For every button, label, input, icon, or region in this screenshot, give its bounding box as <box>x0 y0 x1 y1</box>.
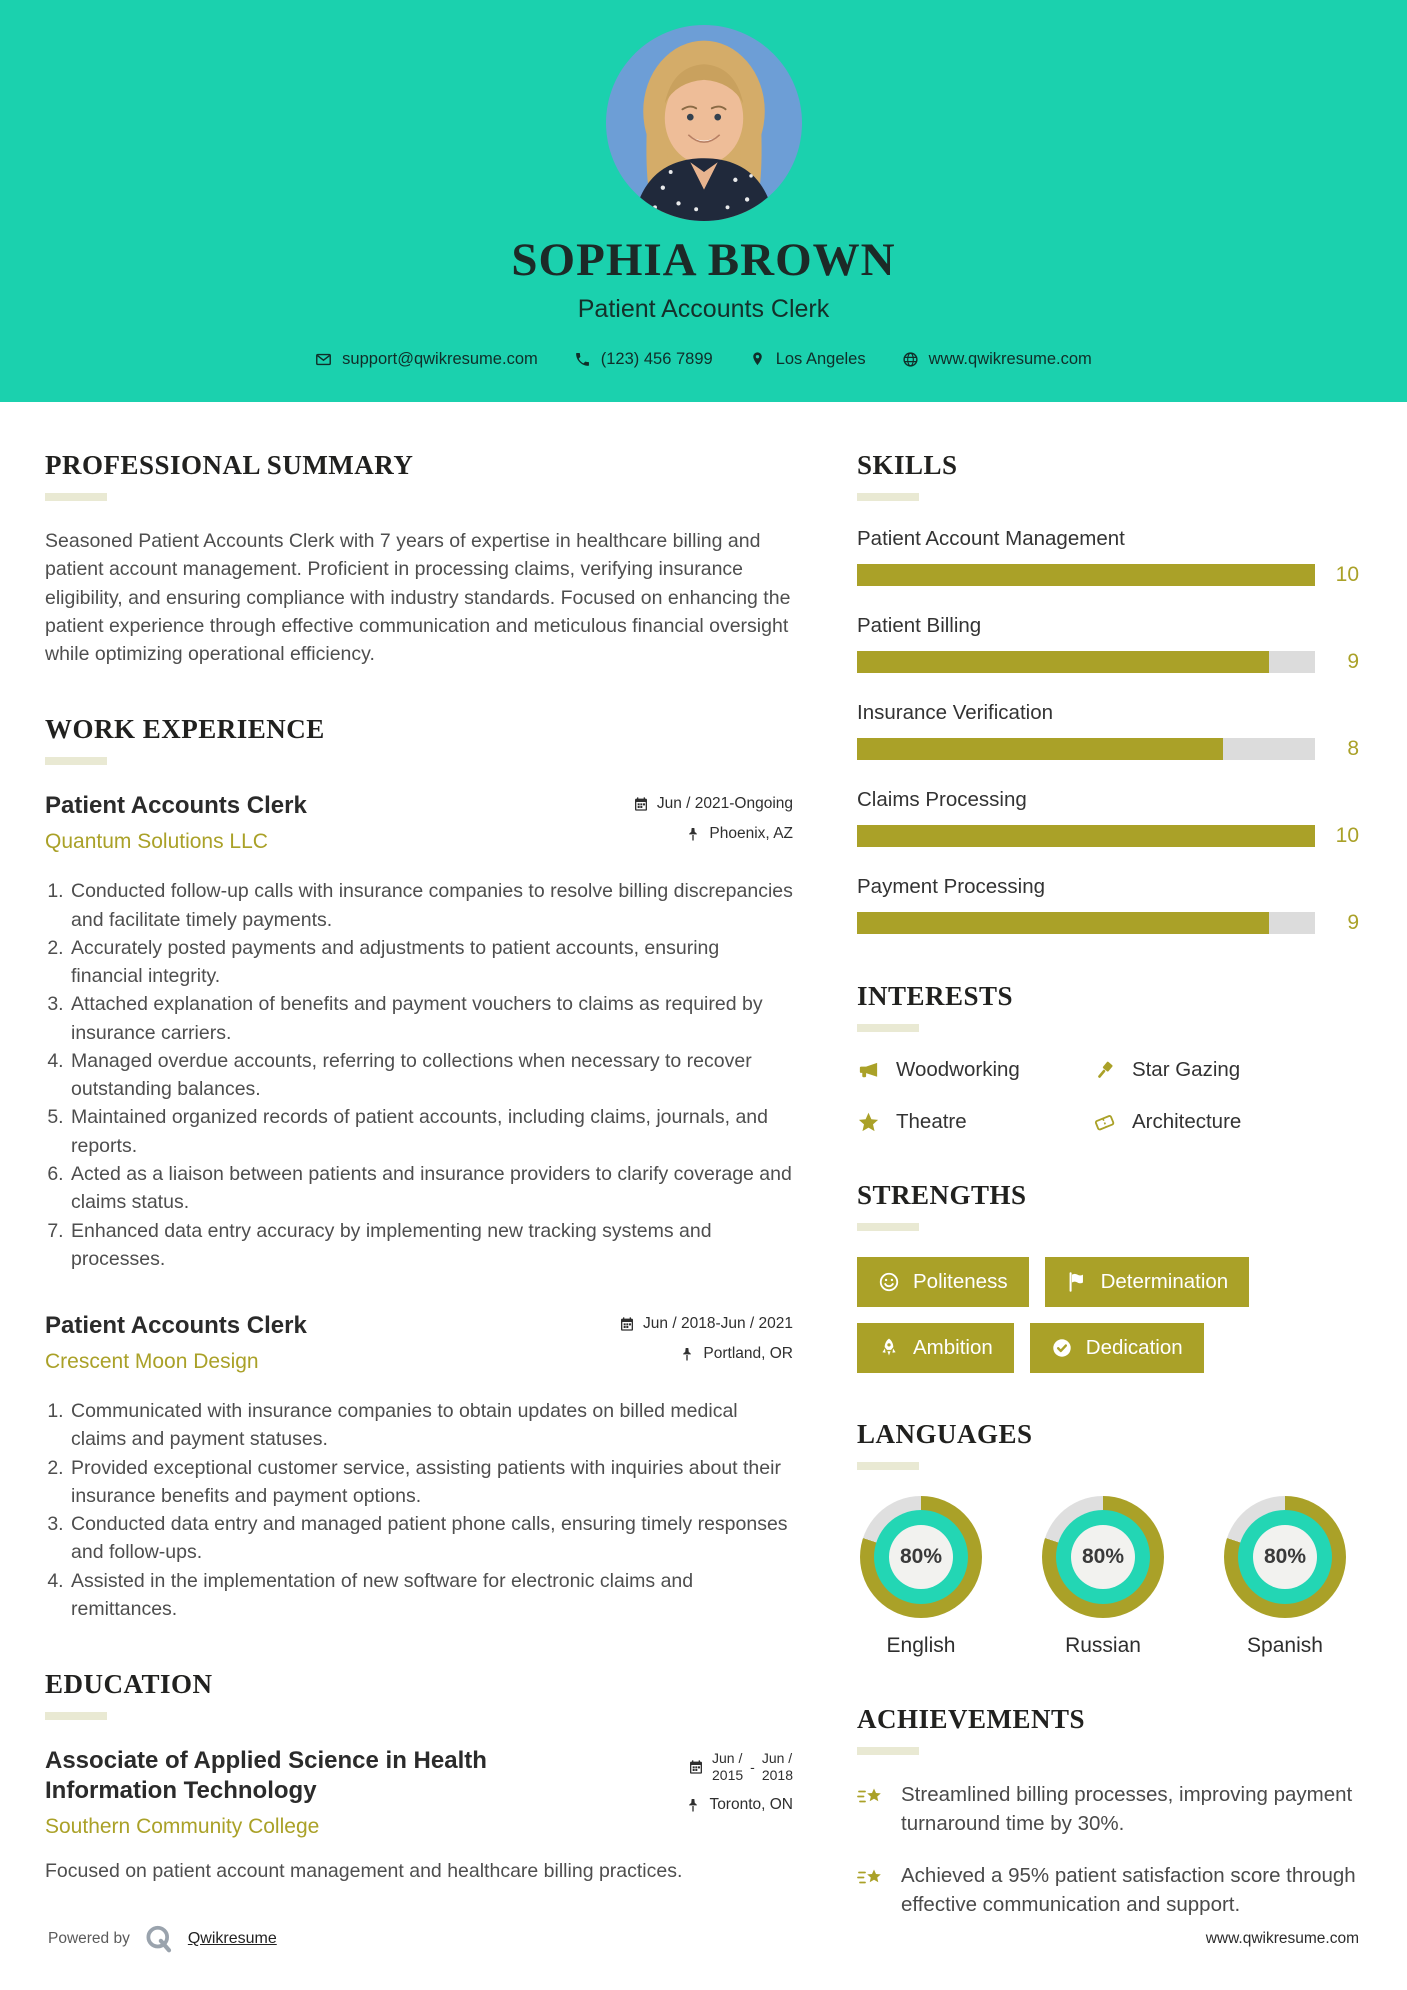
rocket-icon <box>878 1337 900 1359</box>
skill-bar-fill <box>857 651 1269 673</box>
qwikresume-link[interactable]: Qwikresume <box>187 1930 277 1947</box>
skill-bar-fill <box>857 738 1223 760</box>
interest-item <box>857 1058 1093 1082</box>
language-percent: 80% <box>1071 1525 1135 1589</box>
language-donut-chart <box>1224 1496 1346 1618</box>
heading-underline <box>857 1024 919 1032</box>
calendar-icon <box>688 1759 704 1775</box>
contact-item[interactable] <box>315 350 538 369</box>
company-name: Quantum Solutions LLC <box>45 830 268 854</box>
section-languages <box>857 1419 1359 1658</box>
skill-label: Patient Billing <box>857 614 982 637</box>
language-label: Spanish <box>1247 1634 1323 1657</box>
job-title: Patient Accounts Clerk <box>45 792 307 820</box>
person-title: Patient Accounts Clerk <box>577 295 830 323</box>
left-column <box>45 450 793 1966</box>
footer <box>48 1924 1359 1954</box>
language-donut-chart <box>860 1496 982 1618</box>
job-location: Phoenix, AZ <box>633 825 793 843</box>
duty-item: 3. Conducted data entry and managed patient phone calls, ensuring timely responses and follow-ups. <box>69 1510 793 1567</box>
location-text: Toronto, ON <box>709 1795 793 1813</box>
education-description: Focused on patient account management and healthcare billing practices. <box>45 1860 683 1883</box>
language-list <box>857 1496 1359 1658</box>
job-entry <box>45 791 793 1273</box>
person-name: SOPHIA BROWN <box>511 234 896 286</box>
duty-item: 4. Managed overdue accounts, referring to collections when necessary to recover outstanding balances. <box>69 1047 793 1104</box>
achievement-text: Achieved a 95% patient satisfaction score through effective communication and support. <box>901 1864 1356 1917</box>
contact-row <box>0 350 1407 369</box>
job-title: Patient Accounts Clerk <box>45 1312 307 1340</box>
strength-list <box>857 1257 1359 1373</box>
achievement-item <box>857 1862 1359 1919</box>
language-item <box>857 1496 985 1658</box>
interest-label: Star Gazing <box>1131 1058 1241 1081</box>
skill-label: Insurance Verification <box>857 701 1054 724</box>
ticket-icon <box>1093 1111 1116 1134</box>
interest-item <box>1093 1058 1359 1082</box>
contact-item[interactable] <box>749 350 866 369</box>
job-location: Portland, OR <box>619 1345 793 1363</box>
skill-bar-fill <box>857 912 1269 934</box>
contact-text: Los Angeles <box>775 350 866 368</box>
language-item <box>1039 1496 1167 1658</box>
language-label: English <box>886 1634 956 1657</box>
strengths-heading: STRENGTHS <box>857 1180 1027 1210</box>
duty-list <box>45 1397 793 1623</box>
section-education <box>45 1669 793 1885</box>
skills-heading: SKILLS <box>857 450 958 480</box>
phone-icon <box>574 351 591 368</box>
interests-heading: INTERESTS <box>857 981 1014 1011</box>
skill-bar <box>857 738 1315 760</box>
strength-label: Dedication <box>1085 1336 1183 1359</box>
shooting-star-icon <box>857 1783 885 1811</box>
language-donut-chart <box>1042 1496 1164 1618</box>
strength-badge <box>857 1257 1029 1307</box>
language-percent: 80% <box>1253 1525 1317 1589</box>
profile-photo <box>606 25 802 221</box>
smiley-icon <box>878 1271 900 1293</box>
job-entry <box>45 1311 793 1623</box>
duty-item: 1. Conducted follow-up calls with insurance companies to resolve billing discrepancies and facilitate timely payments. <box>69 877 793 934</box>
strength-badge <box>1030 1323 1204 1373</box>
summary-text: Seasoned Patient Accounts Clerk with 7 years of expertise in healthcare billing and patient account management. Proficient in processing claims, verifying insurance eligibility, and ensuring compliance with industry standards. Focused on enhancing the patient experience through effective communication and meticulous financial oversight while optimizing operational efficiency. <box>45 530 791 666</box>
duty-item: 2. Provided exceptional customer service, assisting patients with inquiries about their insurance benefits and payment options. <box>69 1454 793 1511</box>
pushpin-icon <box>685 1797 701 1813</box>
contact-text: support@qwikresume.com <box>342 350 538 368</box>
achievements-heading: ACHIEVEMENTS <box>857 1704 1086 1734</box>
duty-item: 5. Maintained organized records of patient accounts, including claims, journals, and reports. <box>69 1103 793 1160</box>
contact-item[interactable] <box>574 350 713 369</box>
languages-heading: LANGUAGES <box>857 1419 1033 1449</box>
date-end-month: Jun / <box>761 1750 793 1767</box>
heading-underline <box>857 493 919 501</box>
skill-bar-fill <box>857 825 1315 847</box>
section-strengths <box>857 1180 1359 1373</box>
duty-item: 7. Enhanced data entry accuracy by implementing new tracking systems and processes. <box>69 1217 793 1274</box>
flag-icon <box>1066 1271 1088 1293</box>
job-dates: Jun / 2018-Jun / 2021 <box>619 1315 793 1333</box>
strength-label: Ambition <box>913 1336 993 1359</box>
check-icon <box>1051 1337 1073 1359</box>
skill-row <box>857 875 1359 935</box>
company-name: Crescent Moon Design <box>45 1350 259 1374</box>
section-summary <box>45 450 793 668</box>
skill-value: 10 <box>1335 824 1359 847</box>
contact-item[interactable] <box>902 350 1092 369</box>
strength-label: Politeness <box>913 1270 1008 1293</box>
star-icon <box>857 1111 880 1134</box>
qwikresume-logo-icon <box>144 1924 174 1954</box>
strength-badge <box>1045 1257 1250 1307</box>
section-interests <box>857 981 1359 1134</box>
skill-row <box>857 788 1359 848</box>
education-dates <box>685 1750 793 1784</box>
section-work-experience <box>45 714 793 1623</box>
heading-underline <box>857 1223 919 1231</box>
work-heading: WORK EXPERIENCE <box>45 714 325 745</box>
language-label: Russian <box>1065 1634 1141 1657</box>
skill-value: 10 <box>1335 563 1359 586</box>
interest-item <box>1093 1110 1359 1134</box>
skill-row <box>857 527 1359 587</box>
calendar-icon <box>633 796 649 812</box>
education-location <box>685 1796 793 1814</box>
skill-value: 8 <box>1347 737 1359 760</box>
interest-label: Woodworking <box>896 1058 1020 1081</box>
language-item <box>1221 1496 1349 1658</box>
interest-list <box>857 1058 1359 1134</box>
education-entry <box>45 1746 793 1885</box>
skill-label: Patient Account Management <box>857 527 1125 550</box>
date-end-year: 2018 <box>761 1766 793 1783</box>
skill-bar <box>857 825 1315 847</box>
section-achievements <box>857 1704 1359 1920</box>
skill-label: Payment Processing <box>857 875 1046 898</box>
skill-row <box>857 701 1359 761</box>
powered-by <box>48 1924 277 1954</box>
date-start-year: 2015 <box>712 1766 744 1783</box>
powered-by-label: Powered by <box>48 1930 130 1947</box>
heading-underline <box>857 1747 919 1755</box>
duty-list <box>45 877 793 1273</box>
skill-bar-fill <box>857 564 1315 586</box>
achievement-item <box>857 1781 1359 1838</box>
shooting-star-icon <box>857 1864 885 1892</box>
section-skills <box>857 450 1359 935</box>
heading-underline <box>45 493 107 501</box>
interest-item <box>857 1110 1093 1134</box>
achievement-list <box>857 1781 1359 1920</box>
skill-value: 9 <box>1347 911 1359 934</box>
heading-underline <box>45 1712 107 1720</box>
skill-bar <box>857 912 1315 934</box>
education-heading: EDUCATION <box>45 1669 213 1700</box>
strength-badge <box>857 1323 1014 1373</box>
date-separator: - <box>750 1758 755 1775</box>
skill-bar <box>857 564 1315 586</box>
skill-row <box>857 614 1359 674</box>
main-content <box>0 402 1407 1966</box>
megaphone-icon <box>857 1059 880 1082</box>
duty-item: 6. Acted as a liaison between patients and insurance providers to clarify coverage and claims status. <box>69 1160 793 1217</box>
calendar-icon <box>619 1316 635 1332</box>
gavel-icon <box>1093 1059 1116 1082</box>
summary-heading: PROFESSIONAL SUMMARY <box>45 450 414 480</box>
language-percent: 80% <box>889 1525 953 1589</box>
contact-text: www.qwikresume.com <box>928 350 1092 368</box>
pushpin-icon <box>679 1346 695 1362</box>
degree-title: Associate of Applied Science in Health Information Technology <box>45 1747 487 1805</box>
skill-label: Claims Processing <box>857 788 1027 811</box>
right-column <box>857 450 1359 1966</box>
footer-url: www.qwikresume.com <box>1205 1930 1359 1947</box>
duty-item: 2. Accurately posted payments and adjustments to patient accounts, ensuring financial integrity. <box>69 934 793 991</box>
duty-item: 1. Communicated with insurance companies to obtain updates on billed medical claims and payment statuses. <box>69 1397 793 1454</box>
job-list <box>45 791 793 1623</box>
location-icon <box>749 351 766 368</box>
interest-label: Architecture <box>1131 1110 1242 1133</box>
skill-list <box>857 527 1359 935</box>
job-dates: Jun / 2021-Ongoing <box>633 795 793 813</box>
globe-icon <box>902 351 919 368</box>
date-start-month: Jun / <box>712 1750 743 1767</box>
strength-label: Determination <box>1100 1270 1229 1293</box>
heading-underline <box>857 1462 919 1470</box>
contact-text: (123) 456 7899 <box>600 350 713 368</box>
profile-photo-illustration <box>606 25 802 221</box>
pushpin-icon <box>685 826 701 842</box>
skill-bar <box>857 651 1315 673</box>
email-icon <box>315 351 332 368</box>
header <box>0 0 1407 402</box>
duty-item: 4. Assisted in the implementation of new software for electronic claims and remittances. <box>69 1567 793 1624</box>
school-name: Southern Community College <box>45 1815 320 1839</box>
duty-item: 3. Attached explanation of benefits and payment vouchers to claims as required by insurance carriers. <box>69 990 793 1047</box>
heading-underline <box>45 757 107 765</box>
achievement-text: Streamlined billing processes, improving payment turnaround time by 30%. <box>901 1783 1353 1835</box>
interest-label: Theatre <box>896 1110 967 1133</box>
skill-value: 9 <box>1347 650 1359 673</box>
